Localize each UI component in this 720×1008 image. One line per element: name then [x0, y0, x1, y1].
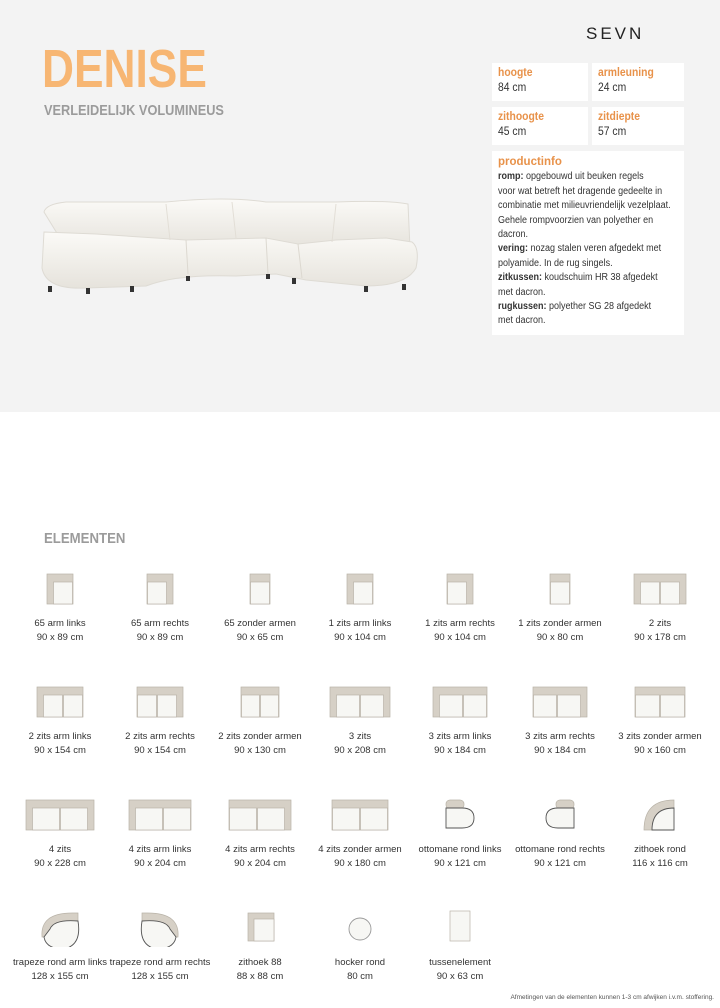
arm-left-icon [10, 568, 110, 608]
two-none-wide-icon [610, 681, 710, 721]
element-size: 90 x 180 cm [334, 858, 386, 869]
spec-value: 45 cm [498, 126, 527, 138]
productinfo-line [498, 228, 678, 242]
element-size: 90 x 154 cm [34, 745, 86, 756]
element-size: 128 x 155 cm [131, 971, 189, 982]
element-size: 90 x 104 cm [434, 632, 486, 643]
productinfo-key: vering: [498, 243, 529, 255]
element-name: 2 zits arm rechts [125, 731, 195, 742]
product-title: DENISE [42, 39, 207, 99]
element-name: 65 arm rechts [130, 618, 190, 629]
element-name: trapeze rond arm rechts [109, 957, 211, 968]
productinfo-line [498, 300, 678, 314]
trapeze-right-icon [110, 907, 210, 947]
ottoman-right-icon [510, 794, 610, 834]
two-right-wide-icon [510, 681, 610, 721]
element-size: 116 x 116 cm [632, 858, 688, 869]
ottoman-left-icon [410, 794, 510, 834]
element-name: zithoek rond [634, 844, 686, 855]
element-size: 90 x 80 cm [536, 632, 584, 643]
two-right-icon [110, 681, 210, 721]
element-size: 90 x 154 cm [134, 745, 186, 756]
element-name: 3 zits arm links [428, 731, 492, 742]
productinfo-line [498, 214, 678, 228]
spec-zithoogte [492, 107, 588, 145]
brand-logo: SEVN [586, 24, 645, 43]
element-name: 65 zonder armen [224, 618, 296, 629]
element-size: 90 x 89 cm [136, 632, 184, 643]
productinfo-text-part: dacron. [498, 229, 529, 241]
element-size: 90 x 89 cm [36, 632, 84, 643]
two-both-icon [610, 568, 710, 608]
productinfo-line [498, 286, 678, 300]
element-name: 4 zits zonder armen [318, 844, 402, 855]
element-size: 128 x 155 cm [31, 971, 89, 982]
element-size: 90 x 208 cm [334, 745, 386, 756]
spec-armleuning [592, 63, 684, 101]
arm-left-icon [310, 568, 410, 608]
productinfo-text [498, 170, 678, 328]
footnote: Afmetingen van de elementen kunnen 1-3 cm afwijken i.v.m. stoffering. [510, 994, 714, 1001]
no-arm-icon [210, 568, 310, 608]
four-left-icon [110, 794, 210, 834]
spec-value: 84 cm [498, 82, 527, 94]
arm-right-icon [110, 568, 210, 608]
element-name: ottomane rond links [418, 844, 502, 855]
productinfo-label: productinfo [498, 156, 562, 168]
element-name: trapeze rond arm links [13, 957, 107, 968]
spec-value: 24 cm [598, 82, 627, 94]
four-both-icon [10, 794, 110, 834]
product-subtitle: VERLEIDELIJK VOLUMINEUS [44, 102, 224, 119]
productinfo-text-part: combinatie met milieuvriendelijk vezelplaat. [498, 200, 671, 212]
spec-zitdiepte [592, 107, 684, 145]
productinfo-text-part: met dacron. [498, 315, 546, 327]
element-name: 2 zits arm links [28, 731, 92, 742]
four-right-icon [210, 794, 310, 834]
productinfo-text-part: Gehele rompvoorzien van polyether en [498, 214, 654, 226]
element-name: zithoek 88 [238, 957, 282, 968]
element-name: 1 zits arm rechts [425, 618, 495, 629]
productinfo-line [498, 314, 678, 328]
element-name: 3 zits [348, 731, 372, 742]
element-size: 90 x 121 cm [534, 858, 586, 869]
productinfo-text-part: opgebouwd uit beuken regels [523, 171, 644, 183]
productinfo-text-part: polyether SG 28 afgedekt [546, 301, 652, 313]
productinfo-key: romp: [498, 171, 524, 183]
element-name: tussenelement [429, 957, 491, 968]
element-name: 1 zits zonder armen [518, 618, 602, 629]
element-size: 90 x 104 cm [334, 632, 386, 643]
element-name: 4 zits arm rechts [225, 844, 295, 855]
element-size: 90 x 130 cm [234, 745, 286, 756]
no-arm-icon [510, 568, 610, 608]
productinfo-text-part: voor wat betreft het dragende gedeelte in [498, 185, 663, 197]
element-name: 65 arm links [34, 618, 86, 629]
element-size: 90 x 184 cm [534, 745, 586, 756]
element-name: 3 zits arm rechts [525, 731, 595, 742]
element-size: 90 x 204 cm [134, 858, 186, 869]
productinfo-line [498, 257, 678, 271]
element-name: 2 zits [648, 618, 672, 629]
productinfo-line [498, 271, 678, 285]
two-both-wide-icon [310, 681, 410, 721]
sofa-photo [36, 188, 426, 298]
element-size: 90 x 63 cm [436, 971, 484, 982]
element-name: ottomane rond rechts [515, 844, 605, 855]
productinfo-text-part: polyamide. In de rug singels. [498, 257, 613, 269]
element-size: 80 cm [347, 971, 373, 982]
productinfo-line [498, 199, 678, 213]
corner-88-icon [210, 907, 310, 947]
element-size: 88 x 88 cm [236, 971, 284, 982]
two-left-icon [10, 681, 110, 721]
productinfo-key: zitkussen: [498, 272, 543, 284]
trapeze-left-icon [10, 907, 110, 947]
corner-round-icon [610, 794, 710, 834]
element-size: 90 x 121 cm [434, 858, 486, 869]
spec-value: 57 cm [598, 126, 627, 138]
element-name: hocker rond [334, 957, 386, 968]
element-size: 90 x 65 cm [236, 632, 284, 643]
productinfo-line [498, 185, 678, 199]
productinfo-text-part: nozag stalen veren afgedekt met [528, 243, 662, 255]
element-size: 90 x 160 cm [634, 745, 686, 756]
element-name: 1 zits arm links [328, 618, 392, 629]
productinfo-text-part: met dacron. [498, 286, 546, 298]
elements-heading: ELEMENTEN [44, 530, 126, 547]
two-none-icon [210, 681, 310, 721]
element-name: 3 zits zonder armen [618, 731, 702, 742]
productinfo-box [492, 151, 684, 335]
element-name: 4 zits arm links [128, 844, 192, 855]
four-none-icon [310, 794, 410, 834]
element-size: 90 x 178 cm [634, 632, 686, 643]
spec-label: hoogte [498, 67, 533, 79]
hocker-round-icon [310, 907, 410, 947]
element-size: 90 x 204 cm [234, 858, 286, 869]
element-size: 90 x 228 cm [34, 858, 86, 869]
spec-label: zithoogte [498, 111, 544, 123]
spec-label: armleuning [598, 67, 654, 79]
two-left-wide-icon [410, 681, 510, 721]
element-name: 2 zits zonder armen [218, 731, 302, 742]
element-name: 4 zits [48, 844, 72, 855]
productinfo-key: rugkussen: [498, 301, 547, 313]
spec-hoogte [492, 63, 588, 101]
productinfo-line [498, 242, 678, 256]
spec-label: zitdiepte [598, 111, 640, 123]
productinfo-text-part: koudschuim HR 38 afgedekt [542, 272, 658, 284]
productinfo-line [498, 170, 678, 184]
tussen-icon [410, 907, 510, 947]
element-size: 90 x 184 cm [434, 745, 486, 756]
arm-right-icon [410, 568, 510, 608]
